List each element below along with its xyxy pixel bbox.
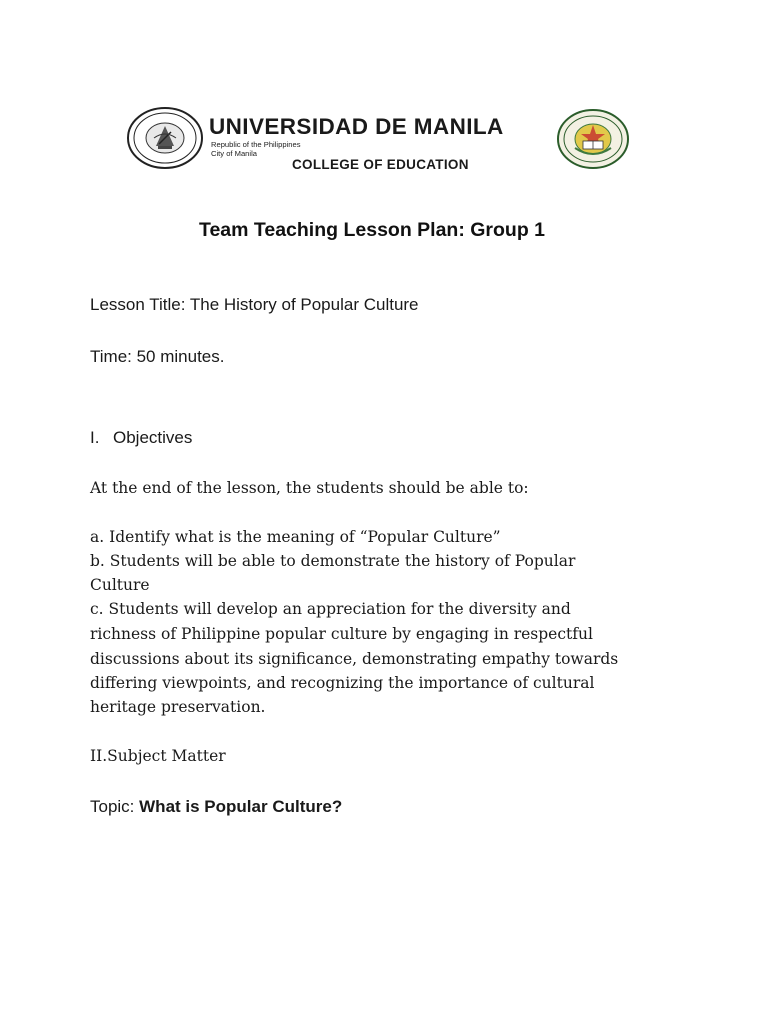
country-subtitle: Republic of the Philippines — [211, 140, 301, 149]
objective-a: a. Identify what is the meaning of “Popular Culture” — [90, 528, 501, 546]
topic-label: Topic: — [90, 797, 140, 816]
section-heading-objectives: Objectives — [113, 428, 193, 447]
objective-c-line3: discussions about its significance, demonstrating empathy towards — [90, 650, 619, 668]
college-seal-logo — [556, 108, 630, 170]
objective-c-line2: richness of Philippine popular culture by engaging in respectful — [90, 625, 593, 643]
university-name: UNIVERSIDAD DE MANILA — [209, 114, 504, 139]
topic-value: What is Popular Culture? — [139, 797, 343, 816]
document-title: Team Teaching Lesson Plan: Group 1 — [198, 219, 545, 242]
objective-b-line1: b. Students will be able to demonstrate the history of Popular — [90, 552, 576, 570]
objective-c-line1: c. Students will develop an appreciation for the diversity and — [90, 600, 571, 618]
objective-b-line2: Culture — [90, 576, 150, 594]
topic-line — [90, 797, 342, 817]
college-name: COLLEGE OF EDUCATION — [292, 157, 469, 172]
lesson-time: Time: 50 minutes. — [90, 347, 225, 366]
university-seal-logo — [126, 106, 204, 170]
section-heading-subject-matter: II.Subject Matter — [90, 747, 226, 765]
objectives-intro: At the end of the lesson, the students should be able to: — [90, 479, 529, 497]
objective-c-line5: heritage preservation. — [90, 698, 266, 716]
city-subtitle: City of Manila — [211, 149, 258, 158]
lesson-title: Lesson Title: The History of Popular Culture — [90, 295, 419, 314]
section-numeral-1: I. — [90, 428, 100, 447]
objective-c-line4: differing viewpoints, and recognizing the importance of cultural — [90, 674, 595, 692]
